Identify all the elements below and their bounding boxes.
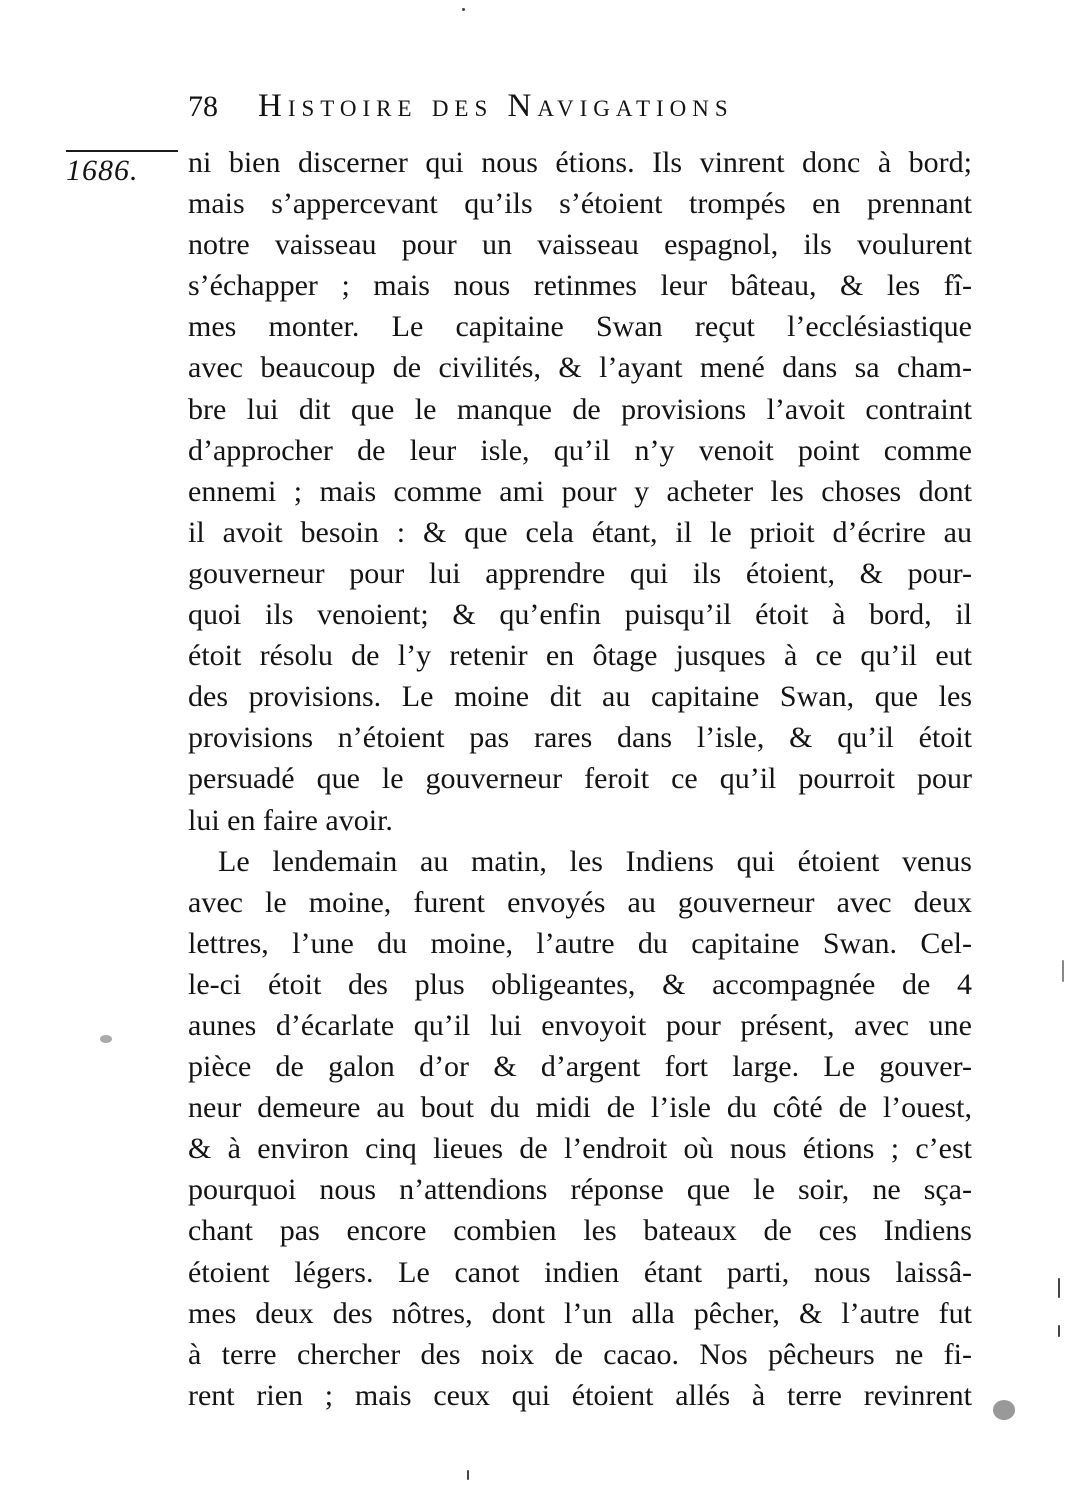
text-line: gouverneur pour lui apprendre qui ils étoient, & pour- bbox=[188, 556, 972, 590]
text-line: avec beaucoup de civilités, & l’ayant mené dans sa cham- bbox=[188, 351, 972, 385]
text-line: ni bien discerner qui nous étions. Ils vinrent donc à bord; bbox=[188, 146, 972, 179]
text-line: & à environ cinq lieues de l’endroit où nous étions ; c’est bbox=[188, 1132, 972, 1166]
body-text bbox=[188, 142, 972, 1416]
text-line: quoi ils venoient; & qu’enfin puisqu’il étoit à bord, il bbox=[188, 598, 972, 632]
text-line: pièce de galon d’or & d’argent fort large. Le gouver- bbox=[188, 1050, 972, 1084]
text-line: lettres, l’une du moine, l’autre du capitaine Swan. Cel- bbox=[188, 926, 972, 960]
text-line: aunes d’écarlate qu’il lui envoyoit pour présent, avec une bbox=[188, 1008, 972, 1042]
scan-speck bbox=[1058, 1325, 1060, 1337]
text-line: mais s’appercevant qu’ils s’étoient trompés en prennant bbox=[188, 187, 972, 221]
text-line: chant pas encore combien les bateaux de ces Indiens bbox=[188, 1214, 972, 1248]
text-line: pourquoi nous n’attendions réponse que le soir, ne sça- bbox=[188, 1173, 972, 1207]
text-line: neur demeure au bout du midi de l’isle du côté de l’ouest, bbox=[188, 1091, 972, 1125]
text-line: rent rien ; mais ceux qui étoient allés à terre revinrent bbox=[188, 1378, 972, 1412]
scan-speck bbox=[462, 8, 465, 11]
running-title: Histoire des Navigations bbox=[258, 88, 734, 124]
paragraph-start-line: Le lendemain au matin, les Indiens qui étoient venus bbox=[218, 844, 972, 878]
text-line: il avoit besoin : & que cela étant, il le prioit d’écrire au bbox=[188, 515, 972, 549]
scan-speck bbox=[100, 1035, 112, 1043]
page-number: 78 bbox=[188, 90, 218, 123]
paragraph-end-line: lui en faire avoir. bbox=[188, 803, 393, 837]
scan-speck bbox=[1058, 1278, 1060, 1298]
text-line: ennemi ; mais comme ami pour y acheter les choses dont bbox=[188, 474, 972, 508]
scan-speck bbox=[993, 1400, 1015, 1420]
text-line: le-ci étoit des plus obligeantes, & accompagnée de 4 bbox=[188, 967, 972, 1001]
text-line: à terre chercher des noix de cacao. Nos pêcheurs ne fi- bbox=[188, 1337, 972, 1371]
scan-speck bbox=[1062, 960, 1064, 982]
text-line: avec le moine, furent envoyés au gouverneur avec deux bbox=[188, 885, 972, 919]
text-line: persuadé que le gouverneur feroit ce qu’il pourroit pour bbox=[188, 762, 972, 796]
margin-year-note: 1686. bbox=[66, 154, 139, 187]
page-header bbox=[188, 88, 878, 128]
text-line: s’échapper ; mais nous retinmes leur bâteau, & les fî- bbox=[188, 269, 972, 303]
text-line: bre lui dit que le manque de provisions l’avoit contraint bbox=[188, 392, 972, 426]
margin-rule bbox=[66, 150, 178, 152]
text-line: mes monter. Le capitaine Swan reçut l’ecclésiastique bbox=[188, 310, 972, 344]
text-line: provisions n’étoient pas rares dans l’isle, & qu’il étoit bbox=[188, 721, 972, 755]
text-line: notre vaisseau pour un vaisseau espagnol, ils voulurent bbox=[188, 228, 972, 262]
text-line: des provisions. Le moine dit au capitaine Swan, que les bbox=[188, 680, 972, 714]
text-line: d’approcher de leur isle, qu’il n’y venoit point comme bbox=[188, 433, 972, 467]
scan-speck bbox=[467, 1470, 469, 1480]
text-line: étoit résolu de l’y retenir en ôtage jusques à ce qu’il eut bbox=[188, 639, 972, 673]
text-line: mes deux des nôtres, dont l’un alla pêcher, & l’autre fut bbox=[188, 1296, 972, 1330]
text-line: étoient légers. Le canot indien étant parti, nous laissâ- bbox=[188, 1255, 972, 1289]
